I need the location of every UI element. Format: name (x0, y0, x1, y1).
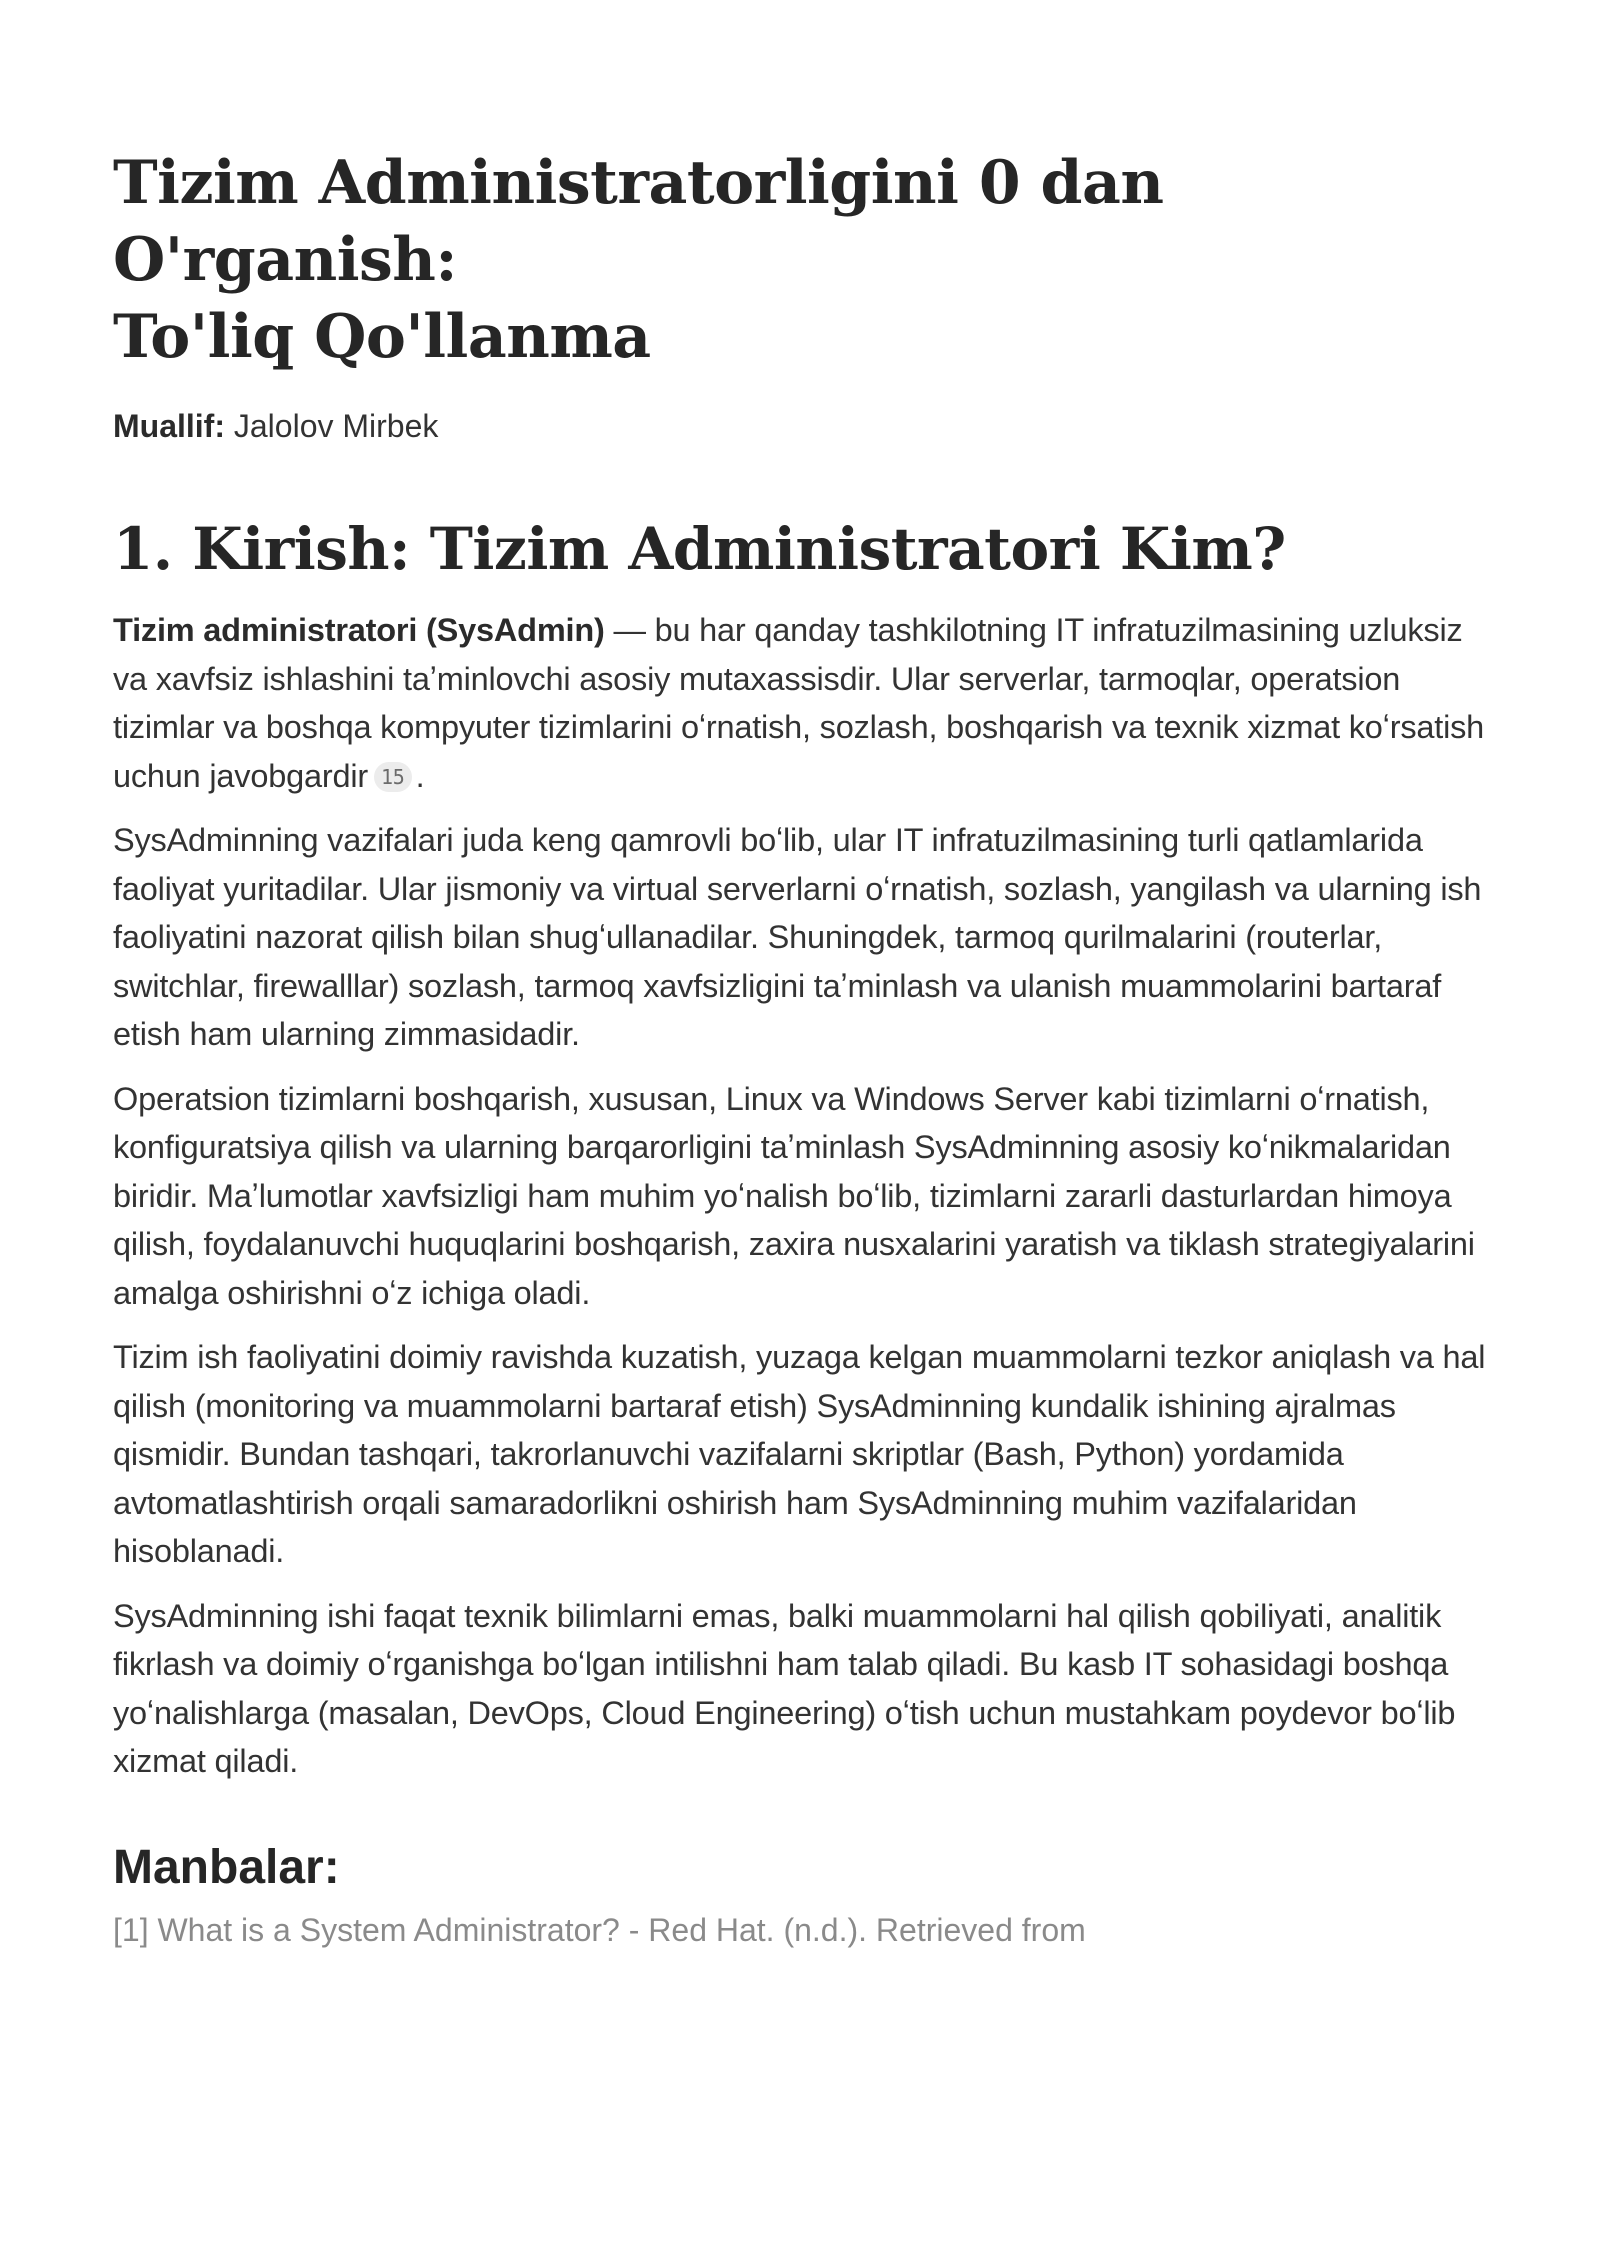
author-name: Jalolov Mirbek (233, 408, 439, 444)
title-line-1: Tizim Administratorligini 0 dan O'rganish: (113, 148, 1164, 295)
title-line-2: To'liq Qo'llanma (113, 302, 651, 372)
paragraph-3: Operatsion tizimlarni boshqarish, xususan, Linux va Windows Server kabi tizimlarni oʻrnatish, konfiguratsiya qilish va ularning barqarorligini taʼminlash SysAdminning asosiy koʻnikmalaridan biridir. Maʼlumotlar xavfsizligi ham muhim yoʻnalish boʻlib, tizimlarni zararli dasturlardan himoya qilish, foydalanuvchi huquqlarini boshqarish, zaxira nusxalarini yaratish va tiklash strategiyalarini amalga oshirishni oʻz ichiga oladi. (113, 1080, 1475, 1311)
author-line (113, 406, 1493, 446)
sources-heading: Manbalar: (113, 1840, 340, 1894)
citation-badge[interactable]: 15 (374, 762, 412, 792)
paragraph-1-bold-term: Tizim administratori (SysAdmin) (113, 612, 605, 648)
paragraph-2: SysAdminning vazifalari juda keng qamrovli boʻlib, ular IT infratuzilmasining turli qatlamlarida faoliyat yuritadilar. Ular jismoniy va virtual serverlarni oʻrnatish, sozlash, yangilash va ularning ish faoliyatini nazorat qilish bilan shugʻullanadilar. Shuningdek, tarmoq qurilmalarini (routerlar, switchlar, firewalllar) sozlash, tarmoq xavfsizligini taʼminlash va ulanish muammolarini bartaraf etish ham ularning zimmasidadir. (113, 822, 1482, 1052)
paragraph-1 (113, 606, 1493, 800)
author-label: Muallif: (113, 408, 225, 444)
paragraph-4: Tizim ish faoliyatini doimiy ravishda kuzatish, yuzaga kelgan muammolarni tezkor aniqlash va hal qilish (monitoring va muammolarni bartaraf etish) SysAdminning kundalik ishining ajralmas qismidir. Bundan tashqari, takrorlanuvchi vazifalarni skriptlar (Bash, Python) yordamida avtomatlashtirish orqali samaradorlikni oshirish ham SysAdminning muhim vazifalaridan hisoblanadi. (113, 1339, 1486, 1569)
section-heading: 1. Kirish: Tizim Administratori Kim? (113, 515, 1286, 583)
document-title (113, 145, 1493, 376)
source-item: [1] What is a System Administrator? - Red Hat. (n.d.). Retrieved from (113, 1911, 1086, 1948)
paragraph-1-end: . (415, 757, 425, 794)
paragraph-5: SysAdminning ishi faqat texnik bilimlarni emas, balki muammolarni hal qilish qobiliyati, analitik fikrlash va doimiy oʻrganishga boʻlgan intilishni ham talab qiladi. Bu kasb IT sohasidagi boshqa yoʻnalishlarga (masalan, DevOps, Cloud Engineering) oʻtish uchun mustahkam poydevor boʻlib xizmat qiladi. (113, 1597, 1456, 1779)
document-page (113, 145, 1493, 1952)
paragraph-1-text: — bu har qanday tashkilotning IT infratuzilmasining uzluksiz va xavfsiz ishlashini taʼminlovchi asosiy mutaxassisdir. Ular serverlar, tarmoqlar, operatsion tizimlar va boshqa kompyuter tizimlarini oʻrnatish, sozlash, boshqarish va texnik xizmat koʻrsatish uchun javobgardir (113, 612, 1485, 794)
